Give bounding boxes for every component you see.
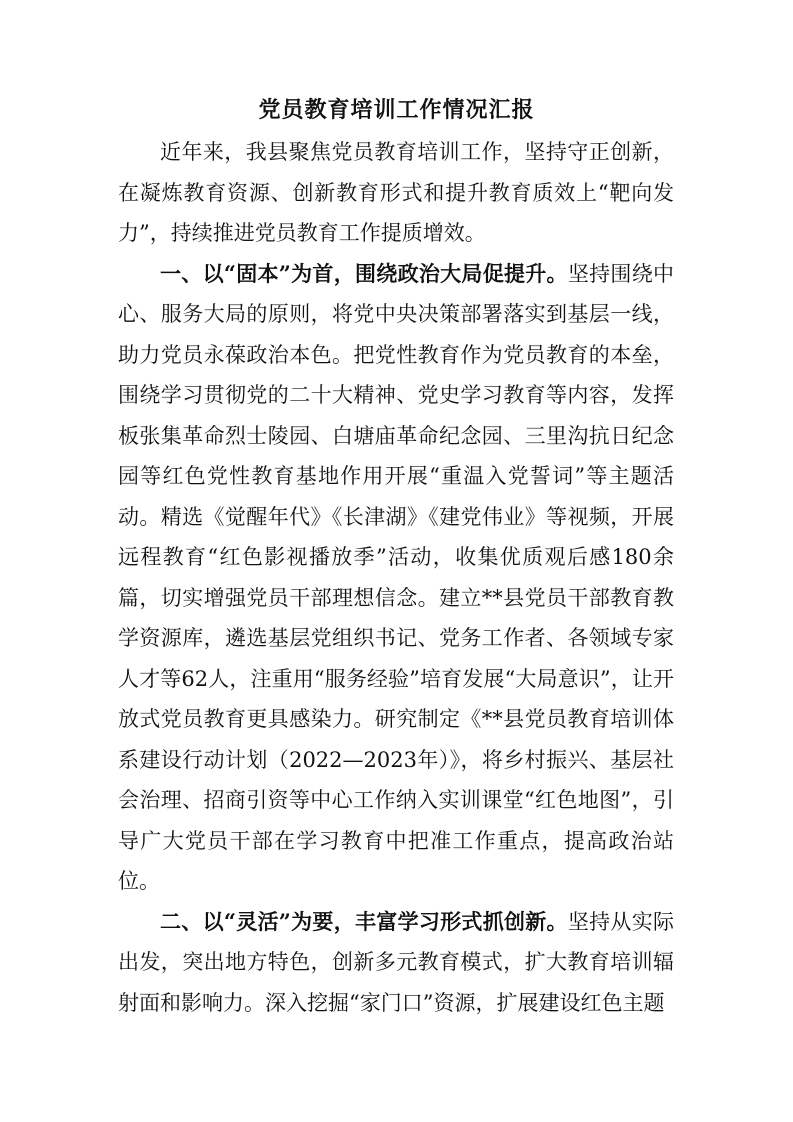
document-title: 党员教育培训工作情况汇报: [258, 97, 535, 123]
section-two-heading: 二、以“灵活”为要，丰富学习形式抓创新。: [160, 908, 568, 934]
intro-text: 近年来，我县聚焦党员教育培训工作，坚持守正创新，在凝炼教育资源、创新教育形式和提升教育质效上“靶向发力”，持续推进党员教育工作提质增效。: [118, 140, 674, 245]
section-two-paragraph: [118, 902, 674, 1024]
section-one-paragraph: [118, 254, 674, 902]
document-body: [118, 132, 674, 1023]
section-one-heading: 一、以“固本”为首，围绕政治大局促提升。: [160, 260, 568, 286]
intro-paragraph: [118, 132, 674, 254]
section-one-text: 坚持围绕中心、服务大局的原则，将党中央决策部署落实到基层一线，助力党员永葆政治本色。把党性教育作为党员教育的本垒，围绕学习贯彻党的二十大精神、党史学习教育等内容，发挥板张集革命烈士陵园、白塘庙革命纪念园、三里沟抗日纪念园等红色党性教育基地作用开展“重温入党誓词”等主题活动。精选《觉醒年代》《长津湖》《建党伟业》等视频，开展远程教育“红色影视播放季”活动，收集优质观后感180余篇，切实增强党员干部理想信念。建立**县党员干部教育教学资源库，遴选基层党组织书记、党务工作者、各领域专家人才等62人，注重用“服务经验”培育发展“大局意识”，让开放式党员教育更具感染力。研究制定《**县党员教育培训体系建设行动计划（2022—2023年）》，将乡村振兴、基层社会治理、招商引资等中心工作纳入实训课堂“红色地图”，引导广大党员干部在学习教育中把准工作重点，提高政治站位。: [118, 261, 674, 893]
section-two-text: 坚持从实际出发，突出地方特色，创新多元教育模式，扩大教育培训辐射面和影响力。深入挖掘“家门口”资源，扩展建设红色主题: [118, 909, 674, 1015]
